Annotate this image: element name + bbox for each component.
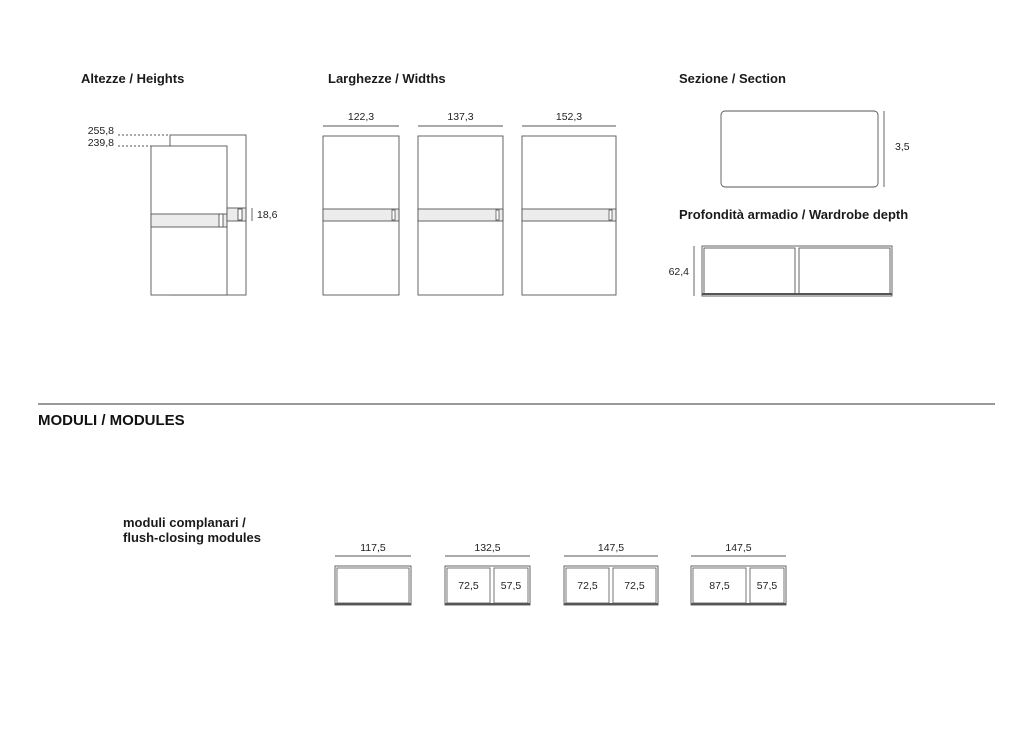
handle-band [151, 214, 227, 227]
module-total-label: 117,5 [360, 542, 386, 554]
depth-right-compartment [799, 248, 890, 294]
width-handle-grip [392, 210, 395, 220]
module-total-label: 132,5 [474, 542, 501, 554]
depth-drawing [694, 246, 892, 296]
module-2 [445, 542, 530, 605]
heights-heading: Altezze / Heights [81, 71, 185, 86]
section-heading: Sezione / Section [679, 71, 786, 86]
width-label: 122,3 [347, 111, 375, 123]
widths-drawing [323, 111, 616, 295]
depth-outer [702, 246, 892, 296]
module-1 [335, 542, 411, 605]
flush-modules-label-line1: moduli complanari / [123, 515, 246, 530]
module-part-label: 57,5 [756, 580, 778, 592]
section-thickness-label: 3,5 [895, 141, 910, 153]
module-part-label: 87,5 [709, 580, 730, 592]
section-drawing [721, 111, 884, 187]
flush-modules-label-line2: flush-closing modules [123, 530, 261, 545]
modules-drawing [335, 542, 786, 605]
width-handle-grip [496, 210, 499, 220]
module-part-label: 72,5 [577, 580, 598, 592]
width-handle-band [323, 209, 399, 221]
modules-heading: MODULI / MODULES [38, 412, 185, 429]
widths-heading: Larghezze / Widths [328, 71, 446, 86]
handle-grip [219, 214, 223, 227]
width-handle-band [418, 209, 503, 221]
module-part-label: 57,5 [500, 580, 522, 592]
width-panel-1 [323, 111, 399, 295]
depth-label: 62,4 [668, 266, 689, 278]
width-panel-2 [418, 111, 503, 295]
handle-height-label: 18,6 [257, 209, 278, 221]
handle-side-band [227, 208, 246, 221]
module-part-label: 72,5 [624, 580, 645, 592]
height-standard-label: 239,8 [87, 137, 114, 149]
module-total-label: 147,5 [597, 542, 625, 554]
module-outline [335, 566, 411, 605]
module-part-label: 72,5 [458, 580, 479, 592]
module-4 [691, 542, 786, 605]
handle-side-grip [238, 209, 242, 220]
width-label: 152,3 [555, 111, 583, 123]
module-3 [564, 542, 658, 605]
width-handle-grip [609, 210, 612, 220]
section-profile [721, 111, 878, 187]
module-total-label: 147,5 [725, 542, 752, 554]
width-label: 137,3 [447, 111, 474, 123]
height-tall-label: 255,8 [87, 125, 114, 137]
depth-left-compartment [704, 248, 795, 294]
width-handle-band [522, 209, 616, 221]
depth-heading: Profondità armadio / Wardrobe depth [679, 207, 909, 222]
heights-drawing [118, 135, 252, 295]
width-panel-3 [522, 111, 616, 295]
